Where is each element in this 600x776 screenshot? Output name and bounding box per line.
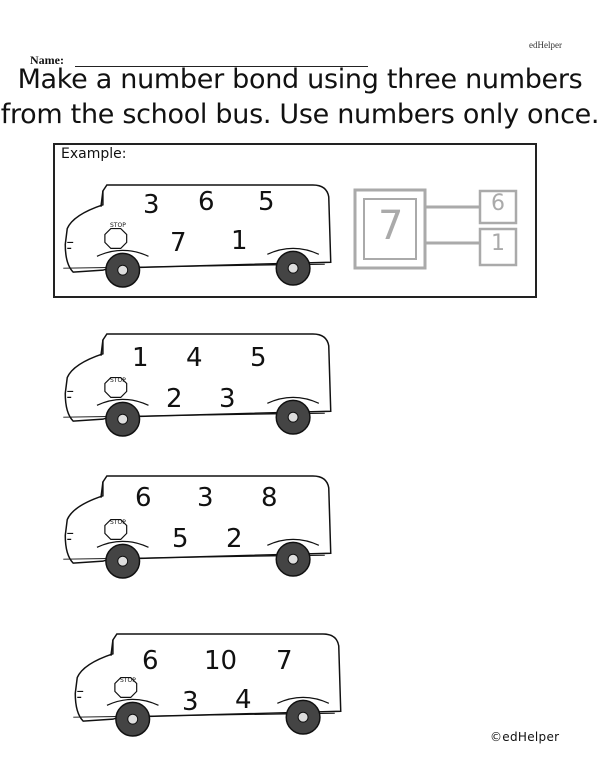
bus-number: 3 (182, 687, 199, 717)
bus-number: 2 (226, 524, 243, 554)
bond-part-value: 6 (491, 191, 505, 216)
instructions-line-1: Make a number bond using three numbers (17, 64, 583, 95)
example-number: 5 (258, 187, 275, 217)
bus-number: 3 (219, 384, 236, 414)
bus-number: 4 (186, 343, 203, 373)
example-number: 7 (170, 228, 187, 258)
bus-number: 2 (166, 384, 183, 414)
example-label: Example: (61, 146, 127, 162)
brand-label: edHelper (529, 40, 562, 50)
example-number: 6 (198, 187, 215, 217)
bus-number: 8 (261, 483, 278, 513)
name-label: Name: (30, 53, 64, 67)
copyright-footer: ©edHelper (490, 730, 560, 744)
bus-number: 6 (135, 483, 152, 513)
bus-number: 7 (276, 646, 293, 676)
bus-number: 1 (132, 343, 149, 373)
bus-number: 3 (197, 483, 214, 513)
bond-part-value: 1 (491, 231, 505, 256)
bus-number: 5 (250, 343, 267, 373)
stop-sign-icon: STOP (110, 377, 126, 384)
bus-number: 6 (142, 646, 159, 676)
instructions-line-2: from the school bus. Use numbers only once. (0, 99, 600, 130)
example-number: 1 (231, 226, 248, 256)
bus-number: 4 (235, 685, 252, 715)
stop-sign-icon: STOP (120, 677, 136, 684)
stop-sign-icon: STOP (110, 222, 126, 229)
stop-sign-icon: STOP (110, 519, 126, 526)
bus-number: 5 (172, 524, 189, 554)
bond-whole-value: 7 (378, 203, 404, 249)
bus-number: 10 (204, 646, 238, 676)
example-number: 3 (143, 190, 160, 220)
